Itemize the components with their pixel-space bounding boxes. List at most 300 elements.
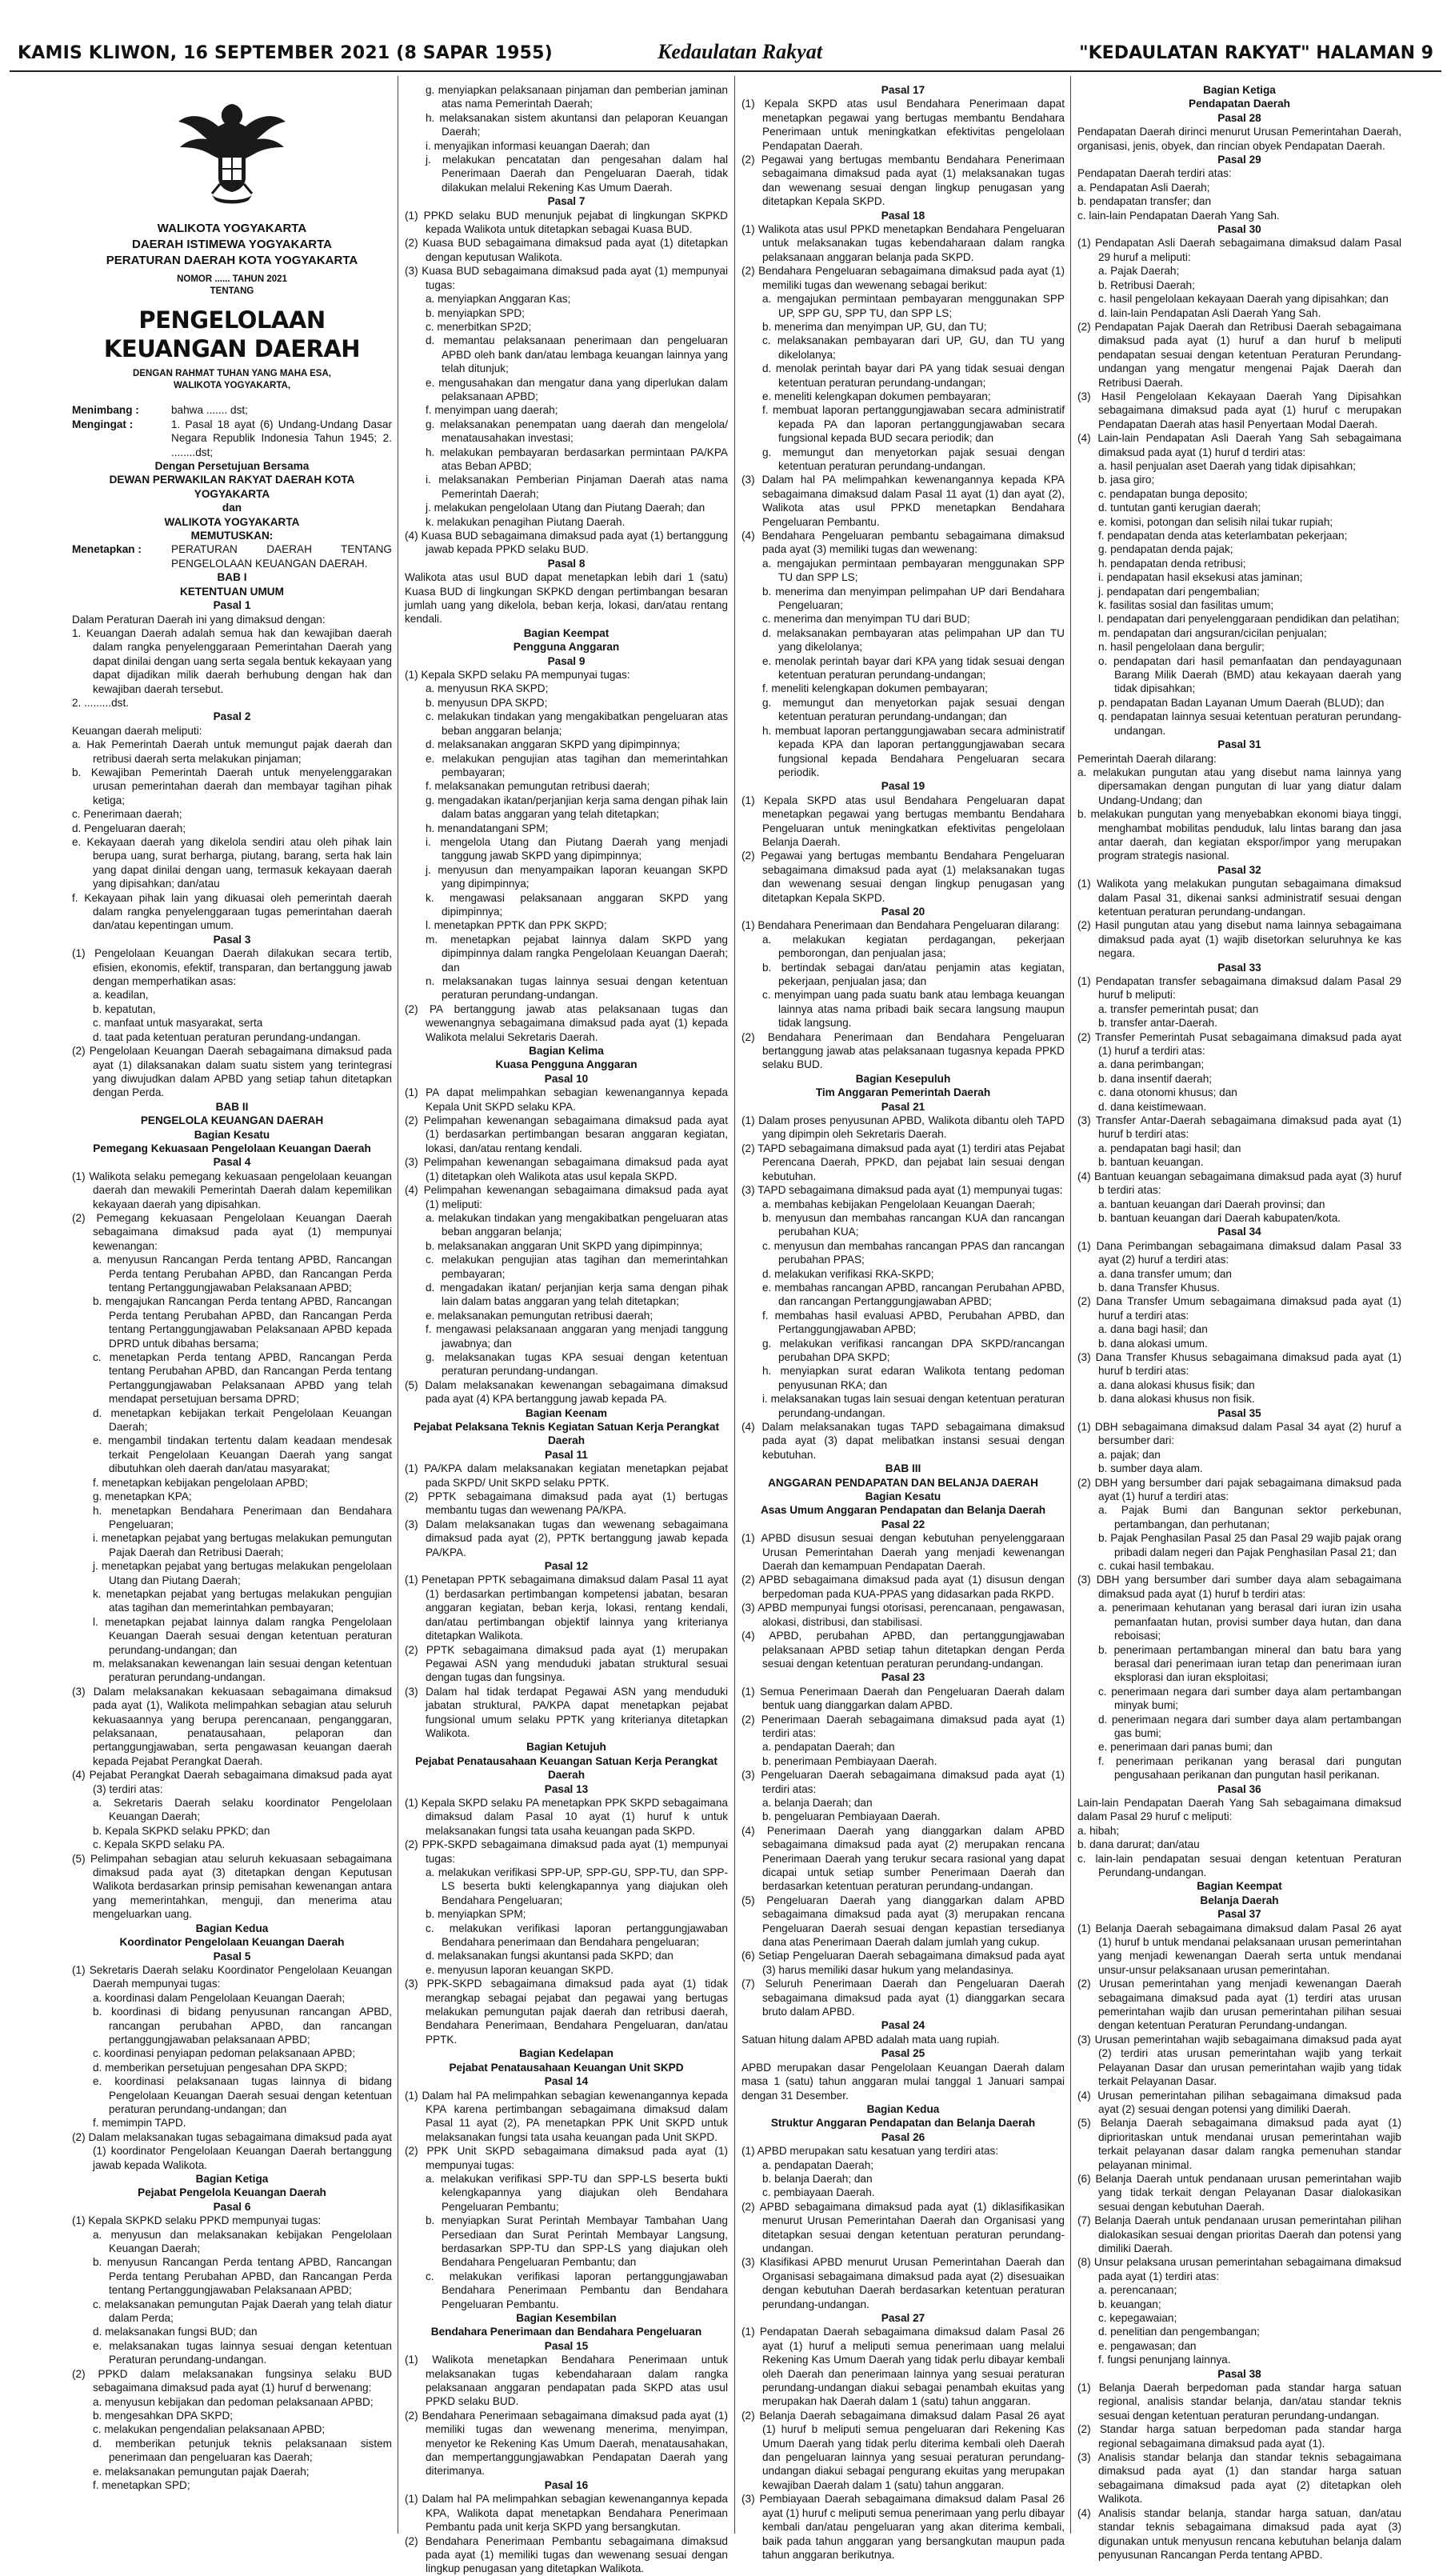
article-clause: (4) Analisis standar belanja, standar harga satuan, dan/atau standar teknis sebagaimana dimaksud pada ayat (3) digunakan untuk menyusun rencana kebutuhan belanja dalam penyusunan Rancangan Perda tentang APBD. bbox=[1077, 2506, 1401, 2561]
section-heading: Bagian Kedua bbox=[866, 2102, 940, 2115]
article-clause: (1) Dalam proses penyusunan APBD, Walikota dibantu oleh TAPD yang dipimpin oleh Sekretaris Daerah. bbox=[741, 1114, 1065, 1141]
section-heading: Pasal 8 bbox=[547, 557, 586, 570]
section-heading: Pasal 35 bbox=[1217, 1406, 1261, 1419]
section-heading: Pasal 32 bbox=[1217, 863, 1261, 876]
article-subclause: c. koordinasi penyiapan pedoman pelaksanaan APBD; bbox=[93, 2047, 355, 2060]
article-clause: d. Pengeluaran daerah; bbox=[72, 822, 186, 834]
section-heading: KETENTUAN UMUM bbox=[180, 585, 284, 598]
article-subclause: g. pendapatan denda pajak; bbox=[1098, 543, 1233, 556]
article-subclause: b. Kepala SKPKD selaku PPKD; dan bbox=[93, 1824, 270, 1837]
article-subclause: h. pendapatan denda retribusi; bbox=[1098, 557, 1246, 570]
section-heading: Pejabat Penatausahaan Keuangan Satuan Kerja Perangkat Daerah bbox=[415, 1754, 718, 1782]
article-subclause: b. dana insentif daerah; bbox=[1098, 1072, 1213, 1085]
issue-date: KAMIS KLIWON, 16 SEPTEMBER 2021 (8 SAPAR 1955) bbox=[18, 43, 553, 63]
regulation-title: PENGELOLAAN KEUANGAN DAERAH bbox=[103, 306, 361, 363]
article-clause: (4) Pejabat Perangkat Daerah sebagaimana dimaksud pada ayat (3) terdiri atas: bbox=[72, 1769, 392, 1795]
article-subclause: b. jasa giro; bbox=[1098, 474, 1155, 486]
article-subclause: a. dana perimbangan; bbox=[1098, 1058, 1205, 1071]
article-clause: (3) Urusan pemerintahan wajib sebagaimana dimaksud pada ayat (2) terdiri atas urusan pemerintahan wajib yang terkait Pelayanan Dasar dan urusan pemerintahan wajib yang tidak terkait Pelayanan Dasar. bbox=[1077, 2033, 1401, 2088]
article-subclause: n. melaksanakan tugas lainnya sesuai dengan ketentuan peraturan perundang-undangan. bbox=[426, 975, 728, 1002]
article-clause: (4) Dalam melaksanakan tugas TAPD sebagaimana dimaksud pada ayat (3) dapat melibatkan instansi sesuai dengan kebutuhan. bbox=[741, 1421, 1065, 1461]
article-subclause: l. menetapkan PPTK dan PPK SKPD; bbox=[426, 919, 607, 932]
article-subclause: c. menyimpan uang pada suatu bank atau lembaga keuangan lainnya atas nama pribadi baik secara langsung maupun tidak langsung. bbox=[762, 989, 1065, 1030]
article-clause: (2) Dalam melaksanakan tugas sebagaimana dimaksud pada ayat (1) koordinator Pengelolaan Keuangan Daerah bertanggung jawab kepada Walikota. bbox=[72, 2130, 392, 2171]
column-1 bbox=[72, 83, 392, 2531]
section-heading: WALIKOTA YOGYAKARTA bbox=[164, 515, 300, 528]
section-heading: Tim Anggaran Pemerintah Daerah bbox=[815, 1086, 991, 1099]
section-heading: Pendapatan Daerah bbox=[1189, 98, 1290, 110]
article-clause: (2) PA bertanggung jawab atas pelaksanaan tugas dan wewenangnya sebagaimana dimaksud pada ayat (1) kepada Walikota melalui Sekretaris Daerah. bbox=[405, 1002, 728, 1043]
article-clause: (4) Kuasa BUD sebagaimana dimaksud pada ayat (1) bertanggung jawab kepada PPKD selaku BUD. bbox=[405, 530, 728, 556]
section-heading: Pasal 24 bbox=[881, 2019, 925, 2032]
article-subclause: h. melakukan pembayaran berdasarkan permintaan PA/KPA atas Beban APBD; bbox=[426, 446, 728, 472]
section-heading: dan bbox=[222, 502, 242, 514]
article-clause: (3) Dalam melaksanakan tugas dan wewenang sebagaimana dimaksud pada ayat (2), PPTK bertanggung jawab kepada PA/KPA. bbox=[405, 1518, 728, 1558]
section-heading: Pasal 20 bbox=[881, 905, 925, 918]
section-heading: Asas Umum Anggaran Pendapatan dan Belanja Daerah bbox=[760, 1504, 1046, 1517]
article-subclause: b. menerima dan menyimpan pelimpahan UP dari Bendahara Pengeluaran; bbox=[762, 585, 1065, 612]
article-clause: (2) Bendahara Penerimaan dan Bendahara Pengeluaran bertanggung jawab atas pelaksanaan tugasnya kepada PPKD selaku BUD. bbox=[741, 1030, 1065, 1071]
article-subclause: j. pendapatan dari pengembalian; bbox=[1098, 585, 1260, 598]
article-clause: (1) Dalam hal PA melimpahkan sebagian kewenangannya kepada KPA, Walikota dapat menetapkan Bendahara Penerimaan Pembantu pada unit kerja SKPD yang bersangkutan. bbox=[405, 2493, 728, 2534]
article-subclause: l. menetapkan pejabat lainnya dalam rangka Pengelolaan Keuangan Daerah sesuai dengan ketentuan peraturan perundang-undangan; dan bbox=[93, 1615, 392, 1656]
tentang-label: TENTANG bbox=[210, 286, 254, 297]
article-clause: (5) Pengeluaran Daerah yang dianggarkan dalam APBD sebagaimana dimaksud pada ayat (3) merupakan rencana Pengeluaran Daerah sesuai dengan kepastian tersedianya dana atas Penerimaan Daerah dalam jumlah yang cukup. bbox=[741, 1894, 1065, 1949]
article-clause: c. lain-lain Pendapatan Daerah Yang Sah. bbox=[1077, 209, 1280, 222]
section-heading: Pemegang Kekuasaan Pengelolaan Keuangan Daerah bbox=[93, 1142, 371, 1154]
article-subclause: h. menyiapkan surat edaran Walikota tentang pedoman penyusunan RKA; dan bbox=[762, 1365, 1065, 1391]
article-clause: (2) Pengelolaan Keuangan Daerah sebagaimana dimaksud pada ayat (1) dilaksanakan dalam suatu sistem yang terintegrasi yang diwujudkan dalam APBD yang setiap tahun ditetapkan dengan Perda. bbox=[72, 1045, 392, 1099]
article-subclause: g. melakukan verifikasi rancangan DPA SKPD/rancangan perubahan DPA SKPD; bbox=[762, 1337, 1065, 1363]
article-subclause: b. menerima dan menyimpan UP, GU, dan TU; bbox=[762, 320, 987, 333]
article-clause: (4) Penerimaan Daerah yang dianggarkan dalam APBD sebagaimana dimaksud pada ayat (2) merupakan rencana Penerimaan Daerah yang terukur secara rasional yang dapat dicapai untuk setiap sumber Penerimaan Daerah dan berdasarkan ketentuan peraturan perundang-undangan. bbox=[741, 1824, 1065, 1893]
article-subclause: j. menetapkan pejabat yang bertugas melakukan pengelolaan Utang dan Piutang Daerah; bbox=[93, 1560, 392, 1586]
header-rule bbox=[10, 70, 1441, 72]
article-subclause: b. dana Transfer Khusus. bbox=[1098, 1281, 1220, 1294]
newspaper-header bbox=[0, 0, 1451, 64]
article-subclause: e. mengambil tindakan tertentu dalam keadaan mendesak terkait Pengelolaan Keuangan Daerah yang sangat dibutuhkan oleh daerah dan/atau masyarakat; bbox=[93, 1434, 392, 1475]
section-heading: Bagian Keempat bbox=[523, 626, 610, 639]
section-heading: PENGELOLA KEUANGAN DAERAH bbox=[140, 1114, 324, 1127]
article-subclause: c. hasil pengelolaan kekayaan Daerah yang dipisahkan; dan bbox=[1098, 293, 1389, 306]
column-divider bbox=[734, 76, 735, 2534]
article-subclause: k. fasilitas sosial dan fasilitas umum; bbox=[1098, 599, 1274, 612]
article-subclause: h. menandatangani SPM; bbox=[426, 822, 549, 834]
section-heading: Belanja Daerah bbox=[1200, 1894, 1279, 1906]
article-subclause: b. menyiapkan Surat Perintah Membayar Tambahan Uang Persediaan dan Surat Perintah Membayar Langsung, berdasarkan SPP-TU dan SPP-LS yang diajukan oleh Bendahara Pengeluaran Pembantu; dan bbox=[426, 2214, 728, 2269]
article-clause: 2. .........dst. bbox=[72, 696, 130, 709]
article-subclause: a. membahas kebijakan Pengelolaan Keuangan Daerah; bbox=[762, 1198, 1035, 1210]
article-subclause: h. menetapkan Bendahara Penerimaan dan Bendahara Pengeluaran; bbox=[93, 1504, 392, 1530]
article-subclause: b. dana alokasi umum. bbox=[1098, 1337, 1208, 1350]
article-subclause: e. komisi, potongan dan selisih nilai tukar rupiah; bbox=[1098, 515, 1333, 528]
article-subclause: b. Retribusi Daerah; bbox=[1098, 278, 1195, 291]
article-clause: (4) Bantuan keuangan sebagaimana dimaksud pada ayat (3) huruf b terdiri atas: bbox=[1077, 1170, 1401, 1197]
article-subclause: b. sumber daya alam. bbox=[1098, 1462, 1203, 1475]
section-heading: Pejabat Pengelola Keuangan Daerah bbox=[138, 2186, 326, 2199]
article-subclause: b. belanja Daerah; dan bbox=[762, 2172, 873, 2185]
article-subclause: e. melakukan pengujian atas tagihan dan memerintahkan pembayaran; bbox=[426, 752, 728, 778]
article-subclause: d. memberikan persetujuan pengesahan DPA SKPD; bbox=[93, 2061, 347, 2074]
preamble-value: PERATURAN DAERAH TENTANG PENGELOLAAN KEUANGAN DAERAH. bbox=[171, 543, 392, 570]
article-clause: (1) PA dapat melimpahkan sebagian kewenangannya kepada Kepala Unit SKPD selaku KPA. bbox=[405, 1086, 728, 1113]
article-clause: (3) Dalam hal PA melimpahkan kewenangannya kepada KPA sebagaimana dimaksud dalam Pasal 11 ayat (1) dan ayat (2), Walikota atas usul PPKD menetapkan Bendahara Pengeluaran Pembantu. bbox=[741, 474, 1065, 528]
article-clause: (5) Belanja Daerah sebagaimana dimaksud pada ayat (1) diprioritaskan untuk mendanai urusan pemerintahan wajib terkait pelayanan dasar dalam rangka pemenuhan standar pelayanan minimal. bbox=[1077, 2117, 1401, 2171]
article-clause: (2) PPTK sebagaimana dimaksud pada ayat (1) bertugas membantu tugas dan wewenang PA/KPA. bbox=[405, 1490, 728, 1517]
article-clause: (3) Analisis standar belanja dan standar teknis sebagaimana dimaksud pada ayat (1) dan standar harga satuan sebagaimana dimaksud pada ayat (2) ditetapkan oleh Walikota. bbox=[1077, 2451, 1401, 2506]
section-heading: Bendahara Penerimaan dan Bendahara Pengeluaran bbox=[430, 2326, 702, 2338]
section-heading: DEWAN PERWAKILAN RAKYAT DAERAH KOTA YOGYAKARTA bbox=[109, 474, 355, 500]
article-subclause: g. melaksanakan penempatan uang daerah dan mengelola/ menatausahakan investasi; bbox=[426, 418, 728, 445]
column-2 bbox=[405, 83, 728, 2575]
article-clause: (2) APBD sebagaimana dimaksud pada ayat (1) disusun dengan berpedoman pada KUA-PPAS yang didasarkan pada RKPD. bbox=[741, 1574, 1065, 1600]
article-subclause: b. menyiapkan SPD; bbox=[426, 306, 525, 319]
body-paragraph: Walikota atas usul BUD dapat menetapkan lebih dari 1 (satu) Kuasa BUD di lingkungan SKPKD dengan pertimbangan besaran jumlah uang yang dikelola, beban kerja, lokasi, dan/atau rentang kendali. bbox=[405, 571, 728, 626]
article-subclause: b. keuangan; bbox=[1098, 2298, 1161, 2310]
article-clause: (3) Dalam melaksanakan kekuasaan sebagaimana dimaksud pada ayat (1), Walikota melimpahkan sebagian atau seluruh kekuasaannya yang berupa perencanaan, penganggaran, pelaksanaan, penatausahaan, pelaporan dan pertanggungjawaban, serta pengawasan keuangan daerah kepada Pejabat Perangkat Daerah. bbox=[72, 1685, 392, 1767]
article-subclause: a. melakukan verifikasi SPP-UP, SPP-GU, SPP-TU, dan SPP-LS beserta bukti kelengkapannya yang diajukan oleh Bendahara Pengeluaran; bbox=[426, 1866, 728, 1906]
article-clause: (3) Klasifikasi APBD menurut Urusan Pemerintahan Daerah dan Organisasi sebagaimana dimaksud pada ayat (2) disesuaikan dengan kebutuhan Daerah berdasarkan ketentuan peraturan perundang-undangan. bbox=[741, 2256, 1065, 2310]
section-heading: Pasal 28 bbox=[1217, 111, 1261, 124]
section-heading: Pasal 23 bbox=[881, 1671, 925, 1684]
section-heading: Bagian Ketiga bbox=[1203, 84, 1276, 96]
article-subclause: d. melaksanakan fungsi BUD; dan bbox=[93, 2326, 258, 2338]
article-subclause: c. menerima dan menyimpan TU dari BUD; bbox=[762, 613, 970, 626]
section-heading: Bagian Kedelapan bbox=[519, 2047, 614, 2060]
article-subclause: c. menetapkan Perda tentang APBD, Rancangan Perda tentang Perubahan APBD, dan Rancangan Perda tentang Pertanggungjawaban Pelaksanaan APBD yang telah mendapat persetujuan bersama DPRD; bbox=[93, 1351, 392, 1406]
article-subclause: e. melaksanakan pemungutan pajak Daerah; bbox=[93, 2465, 310, 2478]
section-heading: Bagian Kesembilan bbox=[516, 2312, 617, 2324]
preamble-value: bahwa ....... dst; bbox=[171, 404, 248, 417]
article-subclause: c. cukai hasil tembakau. bbox=[1098, 1560, 1215, 1573]
article-subclause: i. pendapatan hasil eksekusi atas jaminan; bbox=[1098, 571, 1303, 584]
article-subclause: a. Sekretaris Daerah selaku koordinator Pengelolaan Keuangan Daerah; bbox=[93, 1797, 392, 1823]
article-clause: (4) Urusan pemerintahan pilihan sebagaimana dimaksud pada ayat (2) sesuai dengan potensi yang dimiliki Daerah. bbox=[1077, 2089, 1401, 2115]
article-clause: (3) DBH yang bersumber dari sumber daya alam sebagaimana dimaksud pada ayat (1) huruf b terdiri atas: bbox=[1077, 1574, 1401, 1600]
article-subclause: d. tuntutan ganti kerugian daerah; bbox=[1098, 502, 1261, 514]
article-subclause: a. pajak; dan bbox=[1098, 1448, 1161, 1461]
body-paragraph: Pendapatan Daerah dirinci menurut Urusan Pemerintahan Daerah, organisasi, jenis, obyek, dan rincian obyek Pendapatan Daerah. bbox=[1077, 126, 1401, 152]
article-subclause: c. melaksanakan pemungutan Pajak Daerah yang telah diatur dalam Perda; bbox=[93, 2298, 392, 2325]
masthead-line: PERATURAN DAERAH KOTA YOGYAKARTA bbox=[106, 254, 358, 268]
article-subclause: c. penerimaan negara dari sumber daya alam pertambangan minyak bumi; bbox=[1098, 1685, 1401, 1712]
newspaper-logo: Kedaulatan Rakyat bbox=[658, 40, 822, 63]
article-clause: (1) Pendapatan Daerah sebagaimana dimaksud dalam Pasal 26 ayat (1) huruf a meliputi semua penerimaan uang melalui Rekening Kas Umum Daerah yang tidak perlu dibayar kembali oleh Daerah dan penerimaan lainnya yang sesuai peraturan perundang-undangan diakui sebagai penambah ekuitas yang merupakan hak Daerah dalam 1 (satu) tahun anggaran. bbox=[741, 2326, 1065, 2408]
article-clause: (1) Dana Perimbangan sebagaimana dimaksud dalam Pasal 33 ayat (2) huruf a terdiri atas: bbox=[1077, 1239, 1401, 1266]
article-clause: (1) Walikota yang melakukan pungutan sebagaimana dimaksud dalam Pasal 31, dikenai sanksi administratif sesuai dengan ketentuan peraturan perundang-undangan. bbox=[1077, 878, 1401, 918]
article-subclause: b. kepatutan, bbox=[93, 1002, 156, 1015]
section-heading: Pasal 2 bbox=[213, 710, 251, 723]
article-subclause: h. membuat laporan pertanggungjawaban secara administratif kepada KPA dan laporan pertanggungjawaban secara fungsional kepada Bendahara Pengeluaran secara periodik. bbox=[762, 724, 1065, 778]
article-clause: (1) Kepala SKPD atas usul Bendahara Penerimaan dapat menetapkan pegawai yang bertugas membantu Bendahara Penerimaan untuk meningkatkan efektivitas pengelolaan Pendapatan Daerah. bbox=[741, 98, 1065, 152]
article-subclause: c. Kepala SKPD selaku PA. bbox=[93, 1838, 226, 1851]
article-subclause: b. mengajukan Rancangan Perda tentang APBD, Rancangan Perda tentang Perubahan APBD, dan Rancangan Perda tentang Pertanggungjawaban Pelaksanaan APBD kepada DPRD untuk dibahas bersama; bbox=[93, 1295, 392, 1350]
article-subclause: i. melaksanakan Pemberian Pinjaman Daerah atas nama Pemerintah Daerah; bbox=[426, 474, 728, 500]
preamble-row bbox=[72, 542, 392, 570]
section-heading: Pasal 25 bbox=[881, 2047, 925, 2060]
article-clause: (4) Bendahara Pengeluaran pembantu sebagaimana dimaksud pada ayat (3) memiliki tugas dan wewenang: bbox=[741, 530, 1065, 556]
section-heading: Pejabat Pelaksana Teknis Kegiatan Satuan Kerja Perangkat Daerah bbox=[413, 1421, 720, 1447]
body-paragraph: Lain-lain Pendapatan Daerah Yang Sah sebagaimana dimaksud dalam Pasal 29 huruf c meliputi: bbox=[1077, 1796, 1401, 1823]
article-clause: (1) Pendapatan transfer sebagaimana dimaksud dalam Pasal 29 huruf b meliputi: bbox=[1077, 975, 1401, 1002]
section-heading: Pasal 26 bbox=[881, 2130, 925, 2143]
article-subclause: e. pengawasan; dan bbox=[1098, 2339, 1197, 2352]
article-subclause: b. penerimaan Pembiayaan Daerah. bbox=[762, 1754, 937, 1767]
article-subclause: b. mengesahkan DPA SKPD; bbox=[93, 2409, 234, 2422]
section-heading: Pasal 19 bbox=[881, 780, 925, 793]
article-subclause: a. melakukan tindakan yang mengakibatkan pengeluaran atas beban anggaran belanja; bbox=[426, 1211, 728, 1238]
article-subclause: a. mengajukan permintaan pembayaran menggunakan SPP UP, SPP GU, SPP TU, dan SPP LS; bbox=[762, 293, 1065, 319]
article-subclause: c. melakukan tindakan yang mengakibatkan pengeluaran atas beban anggaran belanja; bbox=[426, 710, 728, 737]
article-clause: 1. Keuangan Daerah adalah semua hak dan kewajiban daerah dalam rangka penyelenggaraan Pemerintahan Daerah yang dapat dinilai dengan uang serta segala bentuk kekayaan yang dapat dijadikan milik daerah berhubung dengan hak dan kewajiban daerah tersebut. bbox=[72, 626, 392, 695]
article-clause: (2) Bendahara Penerimaan sebagaimana dimaksud pada ayat (1) memiliki tugas dan wewenang menerima, menyimpan, menyetor ke Rekening Kas Umum Daerah, menatausahakan, dan mempertanggungjawabkan Pendapatan Daerah yang diterimanya. bbox=[405, 2409, 728, 2478]
section-heading: Kuasa Pengguna Anggaran bbox=[495, 1058, 638, 1071]
article-subclause: g. menyiapkan pelaksanaan pinjaman dan pemberian jaminan atas nama Pemerintah Daerah; bbox=[426, 84, 728, 110]
article-subclause: p. pendapatan Badan Layanan Umum Daerah (BLUD); dan bbox=[1098, 696, 1385, 709]
section-heading: Bagian Kesatu bbox=[865, 1490, 941, 1503]
section-heading: Pasal 38 bbox=[1217, 2367, 1261, 2380]
garuda-icon bbox=[172, 90, 292, 210]
article-clause: a. hibah; bbox=[1077, 1824, 1120, 1837]
article-subclause: b. koordinasi di bidang penyusunan rancangan APBD, rancangan perubahan APBD, dan rancangan pertanggungjawaban pelaksanaan APBD; bbox=[93, 2006, 392, 2046]
article-clause: c. Penerimaan daerah; bbox=[72, 808, 182, 821]
article-subclause: e. melaksanakan pemungutan retribusi daerah; bbox=[426, 1309, 654, 1322]
section-heading: Pejabat Penatausahaan Keuangan Unit SKPD bbox=[449, 2061, 684, 2074]
article-subclause: a. menyusun Rancangan Perda tentang APBD, Rancangan Perda tentang Perubahan APBD, dan Rancangan Perda tentang Pertanggungjawaban Pelaksanaan APBD; bbox=[93, 1254, 392, 1294]
article-clause: (2) Pegawai yang bertugas membantu Bendahara Penerimaan sebagaimana dimaksud pada ayat (1) melaksanakan tugas dan wewenang sesuai dengan lingkup penugasan yang ditetapkan Kepala SKPD. bbox=[741, 154, 1065, 208]
article-subclause: g. memungut dan menyetorkan pajak sesuai dengan ketentuan peraturan perundang-undangan; dan bbox=[762, 696, 1065, 723]
column-text bbox=[72, 403, 392, 2492]
article-subclause: f. melaksanakan pemungutan retribusi daerah; bbox=[426, 780, 650, 793]
article-subclause: b. bertindak sebagai dan/atau penjamin atas kegiatan, pekerjaan, penjualan jasa; dan bbox=[762, 961, 1065, 987]
article-clause: (2) Standar harga satuan berpedoman pada standar harga regional sebagaimana dimaksud pada ayat (1). bbox=[1077, 2423, 1401, 2450]
article-subclause: k. mengawasi pelaksanaan anggaran SKPD yang dipimpinnya; bbox=[426, 891, 728, 918]
article-subclause: g. menetapkan KPA; bbox=[93, 1490, 192, 1503]
article-clause: (1) Belanja Daerah berpedoman pada standar harga satuan regional, analisis standar belanja, dan/atau standar teknis sesuai dengan ketentuan peraturan perundang-undangan. bbox=[1077, 2382, 1401, 2422]
article-subclause: g. mengadakan ikatan/perjanjian kerja sama dengan pihak lain dalam batas anggaran yang telah ditetapkan; bbox=[426, 794, 728, 821]
article-clause: (8) Unsur pelaksana urusan pemerintahan sebagaimana dimaksud pada ayat (1) terdiri atas: bbox=[1077, 2256, 1401, 2282]
article-subclause: b. menyiapkan SPM; bbox=[426, 1908, 526, 1921]
article-clause: (2) Pelimpahan kewenangan sebagaimana dimaksud pada ayat (1) berdasarkan pertimbangan besaran anggaran kegiatan, lokasi, dan/atau rentang kendali. bbox=[405, 1114, 728, 1154]
section-heading: Bagian Kesepuluh bbox=[855, 1072, 951, 1085]
article-clause: (3) Pelimpahan kewenangan sebagaimana dimaksud pada ayat (1) ditetapkan oleh Walikota atas usul kepala SKPD. bbox=[405, 1156, 728, 1182]
article-clause: (1) Walikota selaku pemegang kekuasaan pengelolaan keuangan daerah dan mewakili Pemerintah Daerah dalam kepemilikan kekayaan daerah yang dipisahkan. bbox=[72, 1170, 392, 1210]
article-subclause: b. menyusun DPA SKPD; bbox=[426, 696, 548, 709]
article-subclause: a. melakukan verifikasi SPP-TU dan SPP-LS beserta bukti kelengkapannya yang diajukan oleh Bendahara Pengeluaran Pembantu; bbox=[426, 2172, 728, 2213]
section-heading: Dengan Persetujuan Bersama bbox=[154, 460, 310, 473]
article-clause: (2) PPKD dalam melaksanakan fungsinya selaku BUD sebagaimana dimaksud pada ayat (1) huruf d berwenang: bbox=[72, 2367, 392, 2394]
garuda-crest-emblem bbox=[72, 90, 392, 213]
article-subclause: c. menyusun dan membahas rancangan PPAS dan rancangan perubahan PPAS; bbox=[762, 1239, 1065, 1266]
section-heading: BAB II bbox=[215, 1100, 249, 1113]
preamble-key: Mengingat : bbox=[72, 418, 134, 430]
article-subclause: a. menyusun dan melaksanakan kebijakan Pengelolaan Keuangan Daerah; bbox=[93, 2228, 392, 2255]
article-subclause: e. meneliti kelengkapan dokumen pembayaran; bbox=[762, 390, 991, 402]
section-heading: MEMUTUSKAN: bbox=[190, 530, 274, 542]
article-clause: (2) TAPD sebagaimana dimaksud pada ayat (1) terdiri atas Pejabat Perencana Daerah, PPKD, dan pejabat lain sesuai dengan kebutuhan. bbox=[741, 1142, 1065, 1182]
article-subclause: c. dana otonomi khusus; dan bbox=[1098, 1086, 1237, 1099]
article-clause: (1) Kepala SKPD atas usul Bendahara Pengeluaran dapat menetapkan pegawai yang bertugas membantu Bendahara Pengeluaran untuk meningkatkan efektivitas pengelolaan Belanja Daerah. bbox=[741, 794, 1065, 848]
article-subclause: a. belanja Daerah; dan bbox=[762, 1796, 873, 1809]
column-text bbox=[405, 83, 728, 2576]
article-subclause: c. melakukan verifikasi laporan pertanggungjawaban Bendahara penerimaan dan Bendahara pengeluaran; bbox=[426, 1922, 728, 1949]
article-subclause: d. memantau pelaksanaan penerimaan dan pengeluaran APBD oleh bank dan/atau lembaga keuangan lainnya yang telah ditunjuk; bbox=[426, 334, 728, 375]
section-heading: BAB III bbox=[885, 1462, 921, 1475]
article-subclause: a. pendapatan Daerah; dan bbox=[762, 1741, 895, 1754]
article-clause: (6) Setiap Pengeluaran Daerah sebagaimana dimaksud pada ayat (3) harus memiliki dasar hukum yang melandasinya. bbox=[741, 1950, 1065, 1976]
article-clause: (2) Pendapatan Pajak Daerah dan Retribusi Daerah sebagaimana dimaksud pada ayat (1) huruf a dan huruf b meliputi pendapatan sesuai dengan ketentuan Peraturan Perundang-undangan yang mengatur mengenai Pajak Daerah dan Retribusi Daerah. bbox=[1077, 320, 1401, 389]
article-clause: (2) Pemegang kekuasaan Pengelolaan Keuangan Daerah sebagaimana dimaksud pada ayat (1) mempunyai kewenangan: bbox=[72, 1211, 392, 1252]
article-subclause: e. melaksanakan tugas lainnya sesuai dengan ketentuan Peraturan perundang-undangan. bbox=[93, 2339, 392, 2366]
article-subclause: f. menetapkan kebijakan pengelolaan APBD; bbox=[93, 1476, 309, 1489]
article-clause: (4) Lain-lain Pendapatan Asli Daerah Yang Sah sebagaimana dimaksud pada ayat (1) huruf d terdiri atas: bbox=[1077, 432, 1401, 458]
section-heading: Pasal 31 bbox=[1217, 738, 1261, 751]
article-clause: (1) Penetapan PPTK sebagaimana dimaksud dalam Pasal 11 ayat (1) berdasarkan pertimbangan kompetensi jabatan, besaran anggaran kegiatan, beban kerja, lokasi, rentang kendali, dan/atau pertimbangan objektif lainnya yang kriterianya ditetapkan Walikota. bbox=[405, 1574, 728, 1642]
masthead-line: DAERAH ISTIMEWA YOGYAKARTA bbox=[131, 238, 333, 252]
article-subclause: b. transfer antar-Daerah. bbox=[1098, 1017, 1217, 1030]
article-subclause: b. pengeluaran Pembiayaan Daerah. bbox=[762, 1810, 941, 1823]
article-subclause: c. melakukan pengendalian pelaksanaan APBD; bbox=[93, 2423, 326, 2436]
article-subclause: j. melakukan pengelolaan Utang dan Piutang Daerah; dan bbox=[426, 502, 706, 514]
article-clause: (1) Sekretaris Daerah selaku Koordinator Pengelolaan Keuangan Daerah mempunyai tugas: bbox=[72, 1963, 392, 1990]
article-subclause: i. menyajikan informasi keuangan Daerah; dan bbox=[426, 139, 650, 152]
section-heading: Pasal 11 bbox=[545, 1448, 588, 1461]
section-heading: Pasal 6 bbox=[213, 2200, 251, 2213]
section-heading: ANGGARAN PENDAPATAN DAN BELANJA DAERAH bbox=[768, 1476, 1038, 1489]
column-3 bbox=[741, 83, 1065, 2561]
article-subclause: d. taat pada ketentuan peraturan perundang-undangan. bbox=[93, 1030, 361, 1043]
article-subclause: a. mengajukan permintaan pembayaran menggunakan SPP TU dan SPP LS; bbox=[762, 557, 1065, 584]
article-subclause: f. memimpin TAPD. bbox=[93, 2117, 186, 2130]
article-clause: f. Kekayaan pihak lain yang dikuasai oleh pemerintah daerah dalam rangka penyelenggaraan tugas pemerintahan daerah dan/atau kepentingan umum. bbox=[72, 891, 392, 932]
article-subclause: b. menyusun Rancangan Perda tentang APBD, Rancangan Perda tentang Perubahan APBD, dan Rancangan Perda tentang Pertanggungjawaban Pelaksanaan APBD; bbox=[93, 2256, 392, 2297]
article-clause: (1) APBD disusun sesuai dengan kebutuhan penyelenggaraan Urusan Pemerintahan Daerah yang menjadi kewenangan Daerah dan kemampuan Pendapatan Daerah. bbox=[741, 1532, 1065, 1573]
body-paragraph: Satuan hitung dalam APBD adalah mata uang rupiah. bbox=[741, 2033, 1000, 2046]
article-clause: (2) Urusan pemerintahan yang menjadi kewenangan Daerah sebagaimana dimaksud pada ayat (1) terdiri atas urusan pemerintahan wajib dan urusan pemerintahan pilihan sesuai dengan ketentuan Peraturan Perundang-undangan. bbox=[1077, 1978, 1401, 2032]
article-subclause: a. transfer pemerintah pusat; dan bbox=[1098, 1002, 1259, 1015]
article-subclause: h. melaksanakan sistem akuntansi dan pelaporan Keuangan Daerah; bbox=[426, 111, 728, 138]
article-subclause: a. menyiapkan Anggaran Kas; bbox=[426, 293, 571, 306]
section-heading: Pasal 22 bbox=[881, 1518, 925, 1530]
article-clause: (5) Pelimpahan sebagian atau seluruh kekuasaan sebagaimana dimaksud pada ayat (3) ditetapkan dengan Keputusan Walikota berdasarkan prinsip pemisahan kewenangan antara yang memerintahkan, menguji, dan menerima atau mengeluarkan uang. bbox=[72, 1852, 392, 1921]
article-clause: (3) Kuasa BUD sebagaimana dimaksud pada ayat (1) mempunyai tugas: bbox=[405, 265, 728, 291]
article-clause: (3) TAPD sebagaimana dimaksud pada ayat (1) mempunyai tugas: bbox=[741, 1184, 1063, 1197]
article-subclause: f. meneliti kelengkapan dokumen pembayaran; bbox=[762, 682, 988, 695]
article-subclause: d. menetapkan kebijakan terkait Pengelolaan Keuangan Daerah; bbox=[93, 1406, 392, 1434]
article-clause: (1) Kepala SKPD selaku PA menetapkan PPK SKPD sebagaimana dimaksud dalam Pasal 10 ayat (1) huruf k untuk melaksanakan fungsi tata usaha keuangan pada SKPD. bbox=[405, 1796, 728, 1837]
article-subclause: d. penerimaan negara dari sumber daya alam pertambangan gas bumi; bbox=[1098, 1713, 1401, 1739]
article-clause: (2) Bendahara Penerimaan Pembantu sebagaimana dimaksud pada ayat (1) memiliki tugas dan wewenang sesuai dengan lingkup penugasan yang ditetapkan Walikota. bbox=[405, 2534, 728, 2575]
section-heading: Pasal 21 bbox=[881, 1100, 925, 1113]
article-subclause: k. menetapkan pejabat yang bertugas melakukan pengujian atas tagihan dan memerintahkan pembayaran; bbox=[93, 1587, 392, 1614]
article-subclause: d. melaksanakan anggaran SKPD yang dipimpinnya; bbox=[426, 738, 681, 751]
article-subclause: l. pendapatan dari penyelenggaraan pendidikan dan pelatihan; bbox=[1098, 613, 1400, 626]
article-clause: (1) Belanja Daerah sebagaimana dimaksud dalam Pasal 26 ayat (1) huruf b untuk mendanai pelaksanaan urusan pemerintahan yang menjadi kewenangan Daerah serta untuk mendanai unsur-unsur pelaksanaan urusan pemerintahan. bbox=[1077, 1922, 1401, 1976]
article-subclause: d. lain-lain Pendapatan Asli Daerah Yang Sah. bbox=[1098, 306, 1321, 319]
section-heading: BAB I bbox=[217, 571, 247, 584]
article-clause: (2) Bendahara Pengeluaran sebagaimana dimaksud pada ayat (1) memiliki tugas dan wewenang sebagai berikut: bbox=[741, 265, 1065, 291]
section-heading: Bagian Kesatu bbox=[194, 1128, 270, 1141]
section-heading: Bagian Keempat bbox=[1197, 1880, 1282, 1893]
article-clause: (2) Hasil pungutan atau yang disebut nama lainnya sebagaimana dimaksud pada ayat (1) wajib disetorkan seluruhnya ke kas negara. bbox=[1077, 919, 1401, 960]
article-subclause: a. dana alokasi khusus fisik; dan bbox=[1098, 1378, 1255, 1391]
section-heading: Pasal 4 bbox=[213, 1156, 251, 1169]
body-paragraph: Pendapatan Daerah terdiri atas: bbox=[1077, 167, 1232, 180]
article-clause: (2) Belanja Daerah sebagaimana dimaksud dalam Pasal 26 ayat (1) huruf b meliputi semua pengeluaran dari Rekening Kas Umum Daerah yang tidak perlu diterima kembali oleh Daerah dan pengeluaran lainnya yang sesuai peraturan perundang-undangan diakui sebagai pengurang ekuitas yang merupakan kewajiban Daerah dalam 1 (satu) tahun anggaran. bbox=[741, 2409, 1065, 2491]
rahmat-line: DENGAN RAHMAT TUHAN YANG MAHA ESA, bbox=[133, 369, 331, 379]
article-subclause: d. melaksanakan pembayaran atas pelimpahan UP dan TU yang dikelolanya; bbox=[762, 626, 1065, 654]
section-heading: Koordinator Pengelolaan Keuangan Daerah bbox=[119, 1936, 345, 1949]
article-subclause: b. melaksanakan anggaran Unit SKPD yang dipimpinnya; bbox=[426, 1239, 703, 1252]
section-heading: Pasal 18 bbox=[881, 209, 925, 222]
article-subclause: a. dana transfer umum; dan bbox=[1098, 1267, 1232, 1280]
article-clause: (2) PPK Unit SKPD sebagaimana dimaksud pada ayat (1) mempunyai tugas: bbox=[405, 2145, 728, 2171]
article-clause: (1) Kepala SKPKD selaku PPKD mempunyai tugas: bbox=[72, 2214, 322, 2227]
article-subclause: a. dana bagi hasil; dan bbox=[1098, 1323, 1208, 1336]
section-heading: Pengguna Anggaran bbox=[513, 641, 620, 654]
section-heading: Pasal 12 bbox=[544, 1560, 589, 1573]
article-subclause: a. keadilan, bbox=[93, 989, 149, 1002]
article-subclause: f. mengawasi pelaksanaan anggaran yang menjadi tanggung jawabnya; dan bbox=[426, 1323, 728, 1350]
article-subclause: o. pendapatan dari hasil pemanfaatan dan pendayagunaan Barang Milik Daerah (BMD) atau kekayaan daerah yang tidak dipisahkan; bbox=[1098, 654, 1401, 695]
article-subclause: c. pembiayaan Daerah. bbox=[762, 2186, 875, 2199]
article-clause: (1) Pendapatan Asli Daerah sebagaimana dimaksud dalam Pasal 29 huruf a meliputi: bbox=[1077, 237, 1401, 263]
preamble-key: Menetapkan : bbox=[72, 543, 142, 556]
article-subclause: d. mengadakan ikatan/ perjanjian kerja sama dengan pihak lain dalam batas anggaran yang telah ditetapkan; bbox=[426, 1281, 728, 1308]
article-subclause: d. menolak perintah bayar dari PA yang tidak sesuai dengan ketentuan peraturan perundang-undangan; bbox=[762, 362, 1065, 389]
section-heading: Pasal 33 bbox=[1217, 961, 1261, 974]
section-heading: Pasal 3 bbox=[213, 933, 251, 946]
article-subclause: m. melaksanakan kewenangan lain sesuai dengan ketentuan peraturan perundang-undangan. bbox=[93, 1657, 392, 1684]
article-subclause: m. pendapatan dari angsuran/cicilan penjualan; bbox=[1098, 626, 1327, 639]
article-clause: (3) Pembiayaan Daerah sebagaimana dimaksud dalam Pasal 26 ayat (1) huruf c meliputi semua penerimaan yang perlu dibayar kembali dan/atau pengeluaran yang akan diterima kembali, baik pada tahun anggaran yang bersangkutan maupun pada tahun anggaran berikutnya. bbox=[741, 2493, 1065, 2561]
article-subclause: c. pendapatan bunga deposito; bbox=[1098, 487, 1248, 500]
article-clause: (7) Seluruh Penerimaan Daerah dan Pengeluaran Daerah sebagaimana dimaksud pada ayat (1) dianggarkan secara bruto dalam APBD. bbox=[741, 1978, 1065, 2018]
article-subclause: b. bantuan keuangan. bbox=[1098, 1156, 1204, 1169]
article-clause: (2) Transfer Pemerintah Pusat sebagaimana dimaksud pada ayat (1) huruf a terdiri atas: bbox=[1077, 1030, 1401, 1058]
article-clause: (2) Dana Transfer Umum sebagaimana dimaksud pada ayat (1) huruf a terdiri atas: bbox=[1077, 1295, 1401, 1322]
article-subclause: a. melakukan kegiatan perdagangan, pekerjaan pemborongan, dan penjualan jasa; bbox=[762, 933, 1065, 960]
article-clause: (1) Kepala SKPD selaku PA mempunyai tugas: bbox=[405, 669, 630, 682]
article-subclause: d. penelitian dan pengembangan; bbox=[1098, 2326, 1260, 2338]
section-heading: Pasal 30 bbox=[1217, 223, 1261, 236]
article-subclause: f. membahas hasil evaluasi APBD, Perubahan APBD, dan Pertanggungjawaban APBD; bbox=[762, 1309, 1065, 1336]
article-clause: a. Pendapatan Asli Daerah; bbox=[1077, 181, 1210, 194]
body-paragraph: APBD merupakan dasar Pengelolaan Keuangan Daerah dalam masa 1 (satu) tahun anggaran mulai tanggal 1 Januari sampai dengan 31 Desember. bbox=[741, 2061, 1065, 2102]
article-clause: (1) PA/KPA dalam melaksanakan kegiatan menetapkan pejabat pada SKPD/ Unit SKPD selaku PPTK. bbox=[405, 1462, 728, 1489]
article-clause: (2) Kuasa BUD sebagaimana dimaksud pada ayat (1) ditetapkan dengan keputusan Walikota. bbox=[405, 237, 728, 263]
article-clause: (1) Pengelolaan Keuangan Daerah dilakukan secara tertib, efisien, ekonomis, efektif, transparan, dan bertanggung jawab dengan memperhatikan asas: bbox=[72, 947, 392, 988]
article-clause: (3) Dalam hal tidak terdapat Pegawai ASN yang menduduki jabatan struktural, PA/KPA dapat menetapkan pejabat fungsional umum selaku PPTK yang kriterianya ditetapkan Walikota. bbox=[405, 1685, 728, 1739]
body-paragraph: Dalam Peraturan Daerah ini yang dimaksud dengan: bbox=[72, 613, 326, 626]
section-heading: Pasal 9 bbox=[547, 654, 586, 667]
article-clause: (2) Penerimaan Daerah sebagaimana dimaksud pada ayat (1) terdiri atas: bbox=[741, 1713, 1065, 1739]
article-subclause: i. melaksanakan tugas lain sesuai dengan ketentuan peraturan perundang-undangan. bbox=[762, 1393, 1065, 1419]
article-subclause: c. kepegawaian; bbox=[1098, 2312, 1177, 2324]
column-4 bbox=[1077, 83, 1401, 2561]
article-subclause: b. dana alokasi khusus non fisik. bbox=[1098, 1393, 1255, 1406]
article-clause: (2) PPK-SKPD sebagaimana dimaksud pada ayat (1) mempunyai tugas: bbox=[405, 1838, 728, 1865]
article-subclause: j. melakukan pencatatan dan pengesahan dalam hal Penerimaan Daerah dan Pengeluaran Daerah, tidak dilakukan melalui Rekening Kas Umum Daerah. bbox=[426, 154, 728, 194]
article-clause: (1) Dalam hal PA melimpahkan sebagian kewenangannya kepada KPA karena pertimbangan sebagaimana dimaksud dalam Pasal 11 ayat (2), PA menetapkan PPK Unit SKPD untuk melaksanakan fungsi tata usaha keuangan pada Unit SKPD. bbox=[405, 2089, 728, 2143]
article-subclause: g. memungut dan menyetorkan pajak sesuai dengan ketentuan peraturan perundang-undangan. bbox=[762, 446, 1065, 472]
article-subclause: d. melakukan verifikasi RKA-SKPD; bbox=[762, 1267, 934, 1280]
preamble-value: 1. Pasal 18 ayat (6) Undang-Undang Dasar Negara Republik Indonesia Tahun 1945; 2. ........dst; bbox=[171, 418, 392, 458]
masthead-line: WALIKOTA YOGYAKARTA bbox=[157, 222, 307, 236]
section-heading: Bagian Ketujuh bbox=[526, 1741, 606, 1754]
column-text bbox=[741, 83, 1065, 2562]
article-subclause: q. pendapatan lainnya sesuai ketentuan peraturan perundang-undangan. bbox=[1098, 710, 1401, 737]
